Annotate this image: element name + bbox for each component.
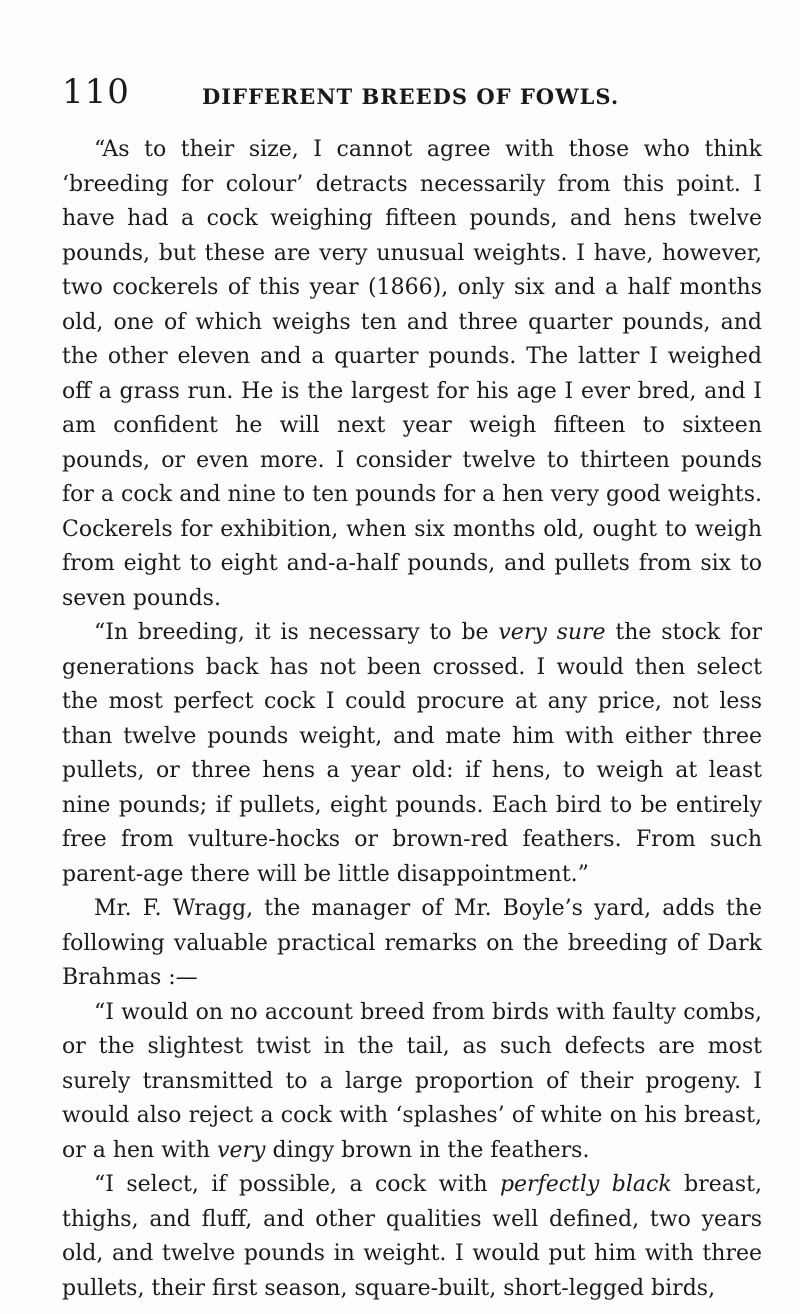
- paragraph-text: “I select, if possible, a cock with: [94, 1172, 500, 1197]
- body-text: [62, 133, 762, 1306]
- emphasis-text: very: [217, 1137, 266, 1163]
- paragraph-text: “In breeding, it is necessary to be: [94, 620, 499, 645]
- paragraph-in-breeding: [62, 616, 762, 892]
- running-head: DIFFERENT BREEDS OF FOWLS.: [202, 84, 620, 109]
- paragraph-text: “I would on no account breed from birds with faulty combs, or the slightest twist in the tail, as such defects are most surely transmitted to a large proportion of their progeny. I would also reject a cock with ‘splashes’ of white on his breast, or a hen with: [62, 999, 762, 1163]
- paragraph-text: breast, thighs, and fluff, and other qualities well defined, two years old, and twelve pounds in weight. I would put him with three pullets, their first season, square-built, short-legged birds,: [62, 1172, 762, 1301]
- page-number: 110: [62, 72, 130, 112]
- emphasis-text: very sure: [498, 620, 606, 645]
- paragraph-select-cock: [62, 1168, 762, 1306]
- page-header: [62, 72, 762, 112]
- paragraph-mr-wragg: Mr. F. Wragg, the manager of Mr. Boyle’s yard, adds the following valuable practical remarks on the breeding of Dark Brahmas :—: [62, 896, 762, 990]
- emphasis-text: perfectly black: [499, 1172, 672, 1197]
- paragraph-faulty-combs: [62, 996, 762, 1169]
- paragraph-text: dingy brown in the feathers.: [265, 1137, 590, 1163]
- paragraph-text: the stock for generations back has not been crossed. I would then select the most perfect cock I could procure at any price, not less than twelve pounds weight, and mate him with either three pullets, or three hens a year old: if hens, to weigh at least nine pounds; if pullets, eight pounds. Each bird to be entirely free from vulture-hocks or brown-red feathers. From such parent-age there will be little disappointment.”: [62, 620, 762, 887]
- paragraph-size-of-fowls: “As to their size, I cannot agree with those who think ‘breeding for colour’ detracts necessarily from this point. I have had a cock weighing fifteen pounds, and hens twelve pounds, but these are very unusual weights. I have, however, two cockerels of this year (1866), only six and a half months old, one of which weighs ten and three quarter pounds, and the other eleven and a quarter pounds. The latter I weighed off a grass run. He is the largest for his age I ever bred, and I am confident he will next year weigh fifteen to sixteen pounds, or even more. I consider twelve to thirteen pounds for a cock and nine to ten pounds for a hen very good weights. Cockerels for exhibition, when six months old, ought to weigh from eight to eight and-a-half pounds, and pullets from six to seven pounds.: [62, 137, 762, 611]
